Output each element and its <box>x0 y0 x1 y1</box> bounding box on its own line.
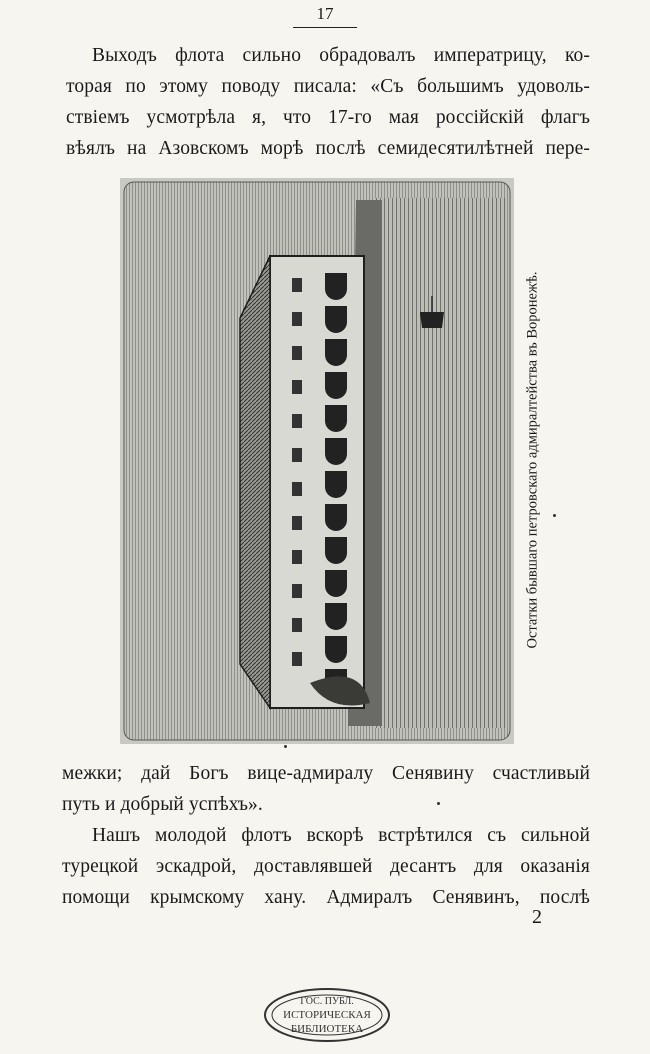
text-line: Нашъ молодой флотъ вскорѣ встрѣтился съ сильной <box>92 825 590 846</box>
text-line: турецкой эскадрой, доставлявшей десантъ для оказанія <box>62 856 590 877</box>
text-line: торая по этому поводу писала: «Съ большимъ удоволь- <box>66 76 590 97</box>
library-stamp <box>262 986 392 1044</box>
paragraph-1-continuation <box>62 758 590 820</box>
stamp-line: ИСТОРИЧЕСКАЯ <box>283 1009 371 1021</box>
caption-text: Остатки бывшаго петровскаго адмиралтейства въ Воронежѣ. <box>524 271 541 649</box>
page-number: 17 <box>316 4 334 23</box>
stamp-line: БИБЛИОТЕКА <box>290 1023 364 1035</box>
illustration-plate <box>120 178 514 744</box>
paragraph-1 <box>66 40 590 164</box>
text-line: путь и добрый успѣхъ». <box>62 794 263 815</box>
page-number-rule <box>293 27 357 28</box>
stamp-line: ГОС. ПУБЛ. <box>300 996 354 1007</box>
paragraph-2 <box>62 820 590 913</box>
text-line: ствіемъ усмотрѣла я, что 17-го мая россійскій флагъ <box>66 107 590 128</box>
admiralty-engraving <box>120 178 514 744</box>
text-line: межки; дай Богъ вице-адмиралу Сенявину счастливый <box>62 763 590 784</box>
ink-speck <box>437 802 440 805</box>
ink-speck <box>284 745 287 748</box>
signature-mark: 2 <box>532 906 542 928</box>
ink-speck <box>553 514 556 517</box>
text-line: вѣялъ на Азовскомъ морѣ послѣ семидесятилѣтней пере- <box>66 138 590 159</box>
text-line: Выходъ флота сильно обрадовалъ императрицу, ко- <box>92 45 590 66</box>
illustration-caption <box>519 200 547 720</box>
text-line: помощи крымскому хану. Адмиралъ Сенявинъ, послѣ <box>62 887 590 908</box>
